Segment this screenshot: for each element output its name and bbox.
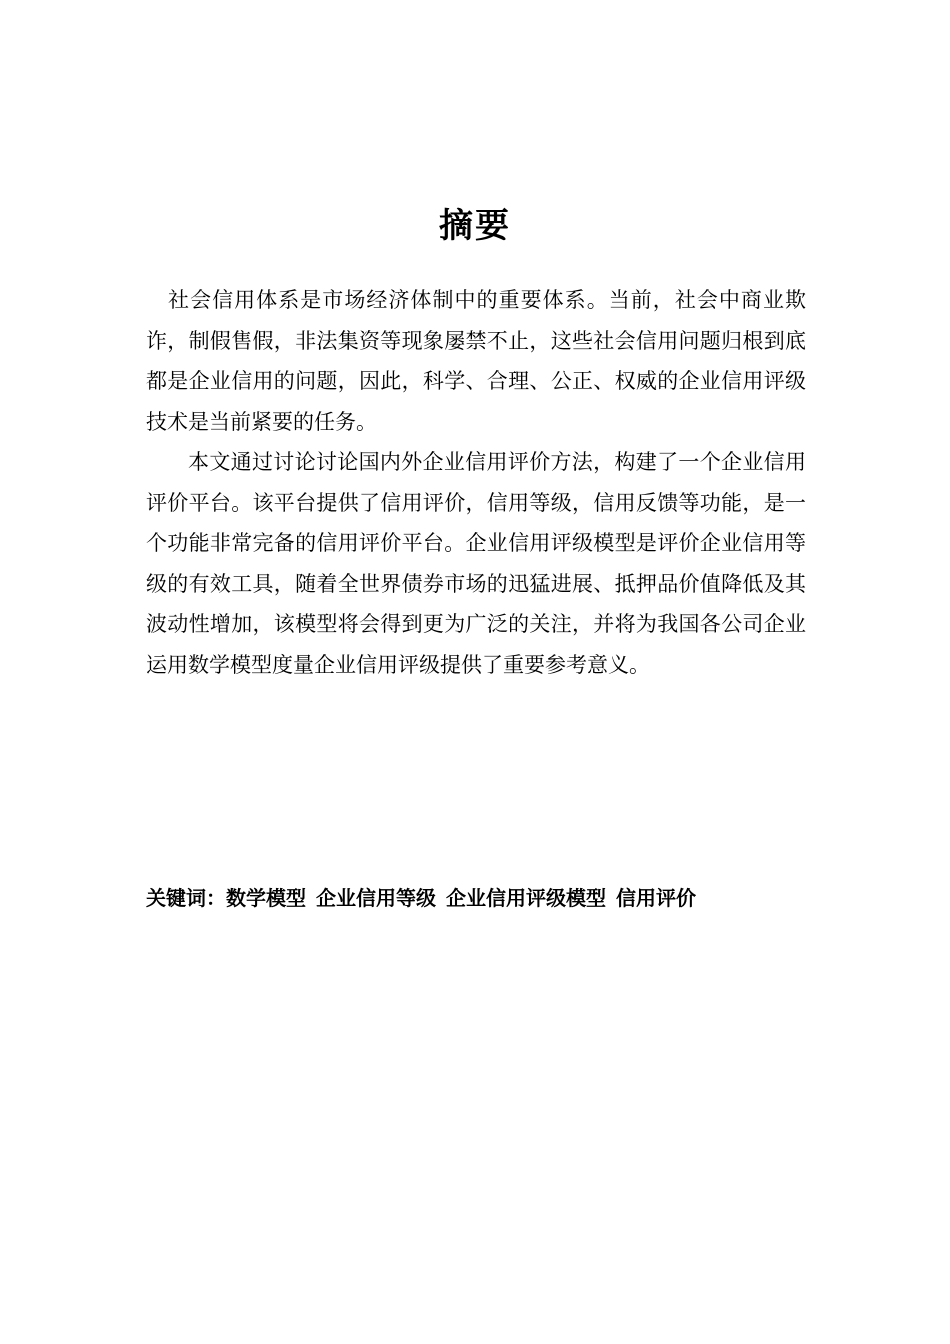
keyword: 数学模型 <box>226 886 306 910</box>
abstract-title: 摘要 <box>439 206 511 246</box>
abstract-paragraph-2: 本文通过讨论讨论国内外企业信用评价方法，构建了一个企业信用评价平台。该平台提供了信用评价，信用等级，信用反馈等功能，是一个功能非常完备的信用评价平台。企业信用评级模型是评价企业信用等级的有效工具，随着全世界债券市场的迅猛进展、抵押品价值降低及其波动性增加，该模型将会得到更为广泛的关注，并将为我国各公司企业运用数学模型度量企业信用评级提供了重要参考意义。 <box>146 450 806 677</box>
keywords-label: 关键词： <box>146 886 226 910</box>
keyword: 信用评价 <box>616 886 696 910</box>
keywords-line <box>146 878 846 918</box>
abstract-body <box>146 280 806 685</box>
keyword: 企业信用评级模型 <box>446 886 606 910</box>
abstract-paragraph-1: 社会信用体系是市场经济体制中的重要体系。当前，社会中商业欺诈，制假售假，非法集资等现象屡禁不止，这些社会信用问题归根到底都是企业信用的问题，因此，科学、合理、公正、权威的企业信用评级技术是当前紧要的任务。 <box>146 288 806 434</box>
keyword: 企业信用等级 <box>316 886 436 910</box>
